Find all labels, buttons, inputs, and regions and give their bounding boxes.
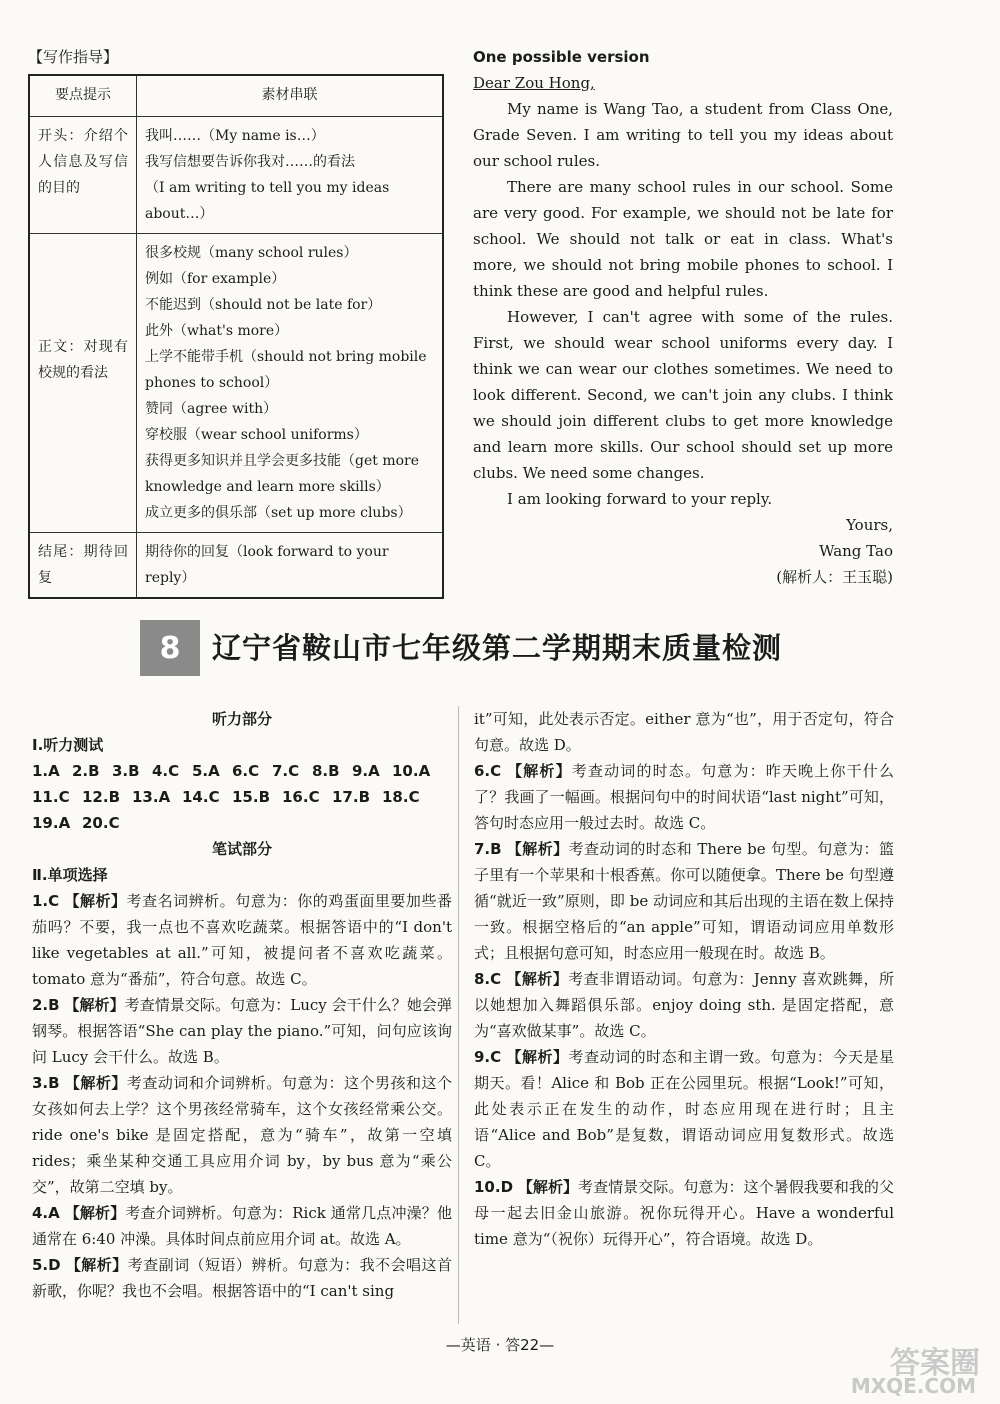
- writing-guide-table: [28, 74, 444, 599]
- row-material: [137, 117, 444, 234]
- item-number: 9.C: [474, 1048, 502, 1066]
- item-number: 8.C: [474, 970, 502, 988]
- material-line: 期待你的回复（look forward to your reply）: [145, 544, 389, 586]
- page-footer: —英语 · 答22—: [445, 1336, 555, 1354]
- answer-item: [32, 1252, 452, 1304]
- item-text: 考查动词的时态和 There be 句型。句意为：篮子里有一个苹果和十根香蕉。你可以随便拿。There be 句型遵循“就近一致”原则，即 be 动词应和其后出现的主语在数上保持一致。根据空格后的“an apple”可知，谓语动词应用单数形式；且根据句意可知，时态应用一般现在时。故选 B。: [474, 840, 894, 962]
- item-tag: 【解析】: [64, 892, 127, 910]
- item-tag: 【解析】: [64, 996, 125, 1014]
- watermark-logo: 答案圈: [890, 1346, 980, 1381]
- material-line: 我叫……（My name is…）: [145, 128, 325, 144]
- table-row: [29, 533, 443, 599]
- answer: 12.B: [82, 788, 121, 806]
- answer: 16.C: [282, 788, 320, 806]
- item-text: 考查动词和介词辨析。句意为：这个男孩和这个女孩如何去上学？这个男孩经常骑车，这个女孩经常乘公交。ride one's bike 是固定搭配，意为“骑车”，故第一空填 rides；乘坐某种交通工具应用介词 by，by bus 意为“乘公交”，故第二空填 by。: [32, 1074, 452, 1196]
- left-column: [32, 706, 452, 1304]
- item-number: 7.B: [474, 840, 502, 858]
- sample-letter: [473, 44, 893, 590]
- listening-heading: 听力部分: [211, 710, 272, 728]
- letter-greeting: Dear Zou Hong,: [473, 74, 595, 92]
- table-row: [29, 234, 443, 533]
- row-key: 结尾：期待回复: [29, 533, 137, 599]
- material-line: 我写信想要告诉你我对……的看法: [145, 154, 355, 170]
- answer-item: [32, 992, 452, 1070]
- analyst-note: (解析人：王玉聪): [776, 568, 893, 586]
- material-line: 赞同（agree with）: [145, 401, 278, 417]
- answer: 10.A: [392, 762, 431, 780]
- section-title: 辽宁省鞍山市七年级第二学期期末质量检测: [212, 631, 783, 665]
- letter-signature: Wang Tao: [819, 542, 893, 560]
- answer: 18.C: [382, 788, 420, 806]
- written-subheading: Ⅱ.单项选择: [32, 866, 108, 884]
- item-text: 考查情景交际。句意为：Lucy 会干什么？她会弹钢琴。根据答语“She can play the piano.”可知，问句应该询问 Lucy 会干什么。故选 B。: [32, 996, 452, 1066]
- answer-item: [474, 1174, 894, 1252]
- item-tag: 【解析】: [517, 1178, 579, 1196]
- item-tag: 【解析】: [64, 1074, 127, 1092]
- answer: 14.C: [182, 788, 220, 806]
- item-text: 考查情景交际。句意为：这个暑假我要和我的父母一起去旧金山旅游。祝你玩得开心。Have a wonderful time 意为“（祝你）玩得开心”，符合语境。故选 D。: [474, 1178, 894, 1248]
- letter-paragraph: I am looking forward to your reply.: [507, 490, 773, 508]
- section-banner: [140, 620, 800, 676]
- material-line: 不能迟到（should not be late for）: [145, 297, 382, 313]
- written-heading: 笔试部分: [211, 840, 272, 858]
- item-number: 2.B: [32, 996, 60, 1014]
- letter-paragraph: My name is Wang Tao, a student from Class One, Grade Seven. I am writing to tell you my ideas about our school rules.: [473, 100, 893, 170]
- item-number: 10.D: [474, 1178, 514, 1196]
- answer-item: [32, 888, 452, 992]
- row-key: 开头：介绍个人信息及写信的目的: [29, 117, 137, 234]
- item-tag: 【解析】: [506, 970, 569, 988]
- answer-item: [474, 966, 894, 1044]
- item-number: 1.C: [32, 892, 60, 910]
- letter-closing: Yours,: [846, 516, 893, 534]
- answer-item: [474, 836, 894, 966]
- right-column: [474, 706, 894, 1252]
- item-tag: 【解析】: [506, 840, 569, 858]
- item-text: 考查副词（短语）辨析。句意为：我不会唱这首新歌，你呢？我也不会唱。根据答语中的“I can't sing: [32, 1256, 452, 1300]
- answer: 5.A: [192, 762, 220, 780]
- answer: 4.C: [152, 762, 180, 780]
- item-tag: 【解析】: [64, 1204, 126, 1222]
- material-line: 此外（what's more）: [145, 323, 289, 339]
- material-line: 穿校服（wear school uniforms）: [145, 427, 368, 443]
- item-tag: 【解析】: [65, 1256, 128, 1274]
- material-line: 获得更多知识并且学会更多技能（get more knowledge and learn more skills）: [145, 453, 420, 495]
- row-material: [137, 234, 444, 533]
- answer-row: [32, 784, 452, 810]
- letter-paragraph: There are many school rules in our school. Some are very good. For example, we should not be late for school. We should not talk or eat in class. What's more, we should not bring mobile phones to school. I think these are good and helpful rules.: [473, 178, 893, 300]
- item-tag: 【解析】: [506, 1048, 569, 1066]
- answer: 3.B: [112, 762, 140, 780]
- answer: 8.B: [312, 762, 340, 780]
- answer: 13.A: [132, 788, 171, 806]
- answer-item: [474, 706, 894, 758]
- item-text: 考查动词的时态。句意为：昨天晚上你干什么了？我画了一幅画。根据问句中的时间状语“last night”可知，答句时态应用一般过去时。故选 C。: [474, 762, 894, 832]
- item-text: 考查动词的时态和主谓一致。句意为：今天是星期天。看！Alice 和 Bob 正在公园里玩。根据“Look!”可知，此处表示正在发生的动作，时态应用现在进行时；且主语“Alice and Bob”是复数，谓语动词应用复数形式。故选 C。: [474, 1048, 894, 1170]
- item-number: 4.A: [32, 1204, 60, 1222]
- answer: 20.C: [82, 814, 120, 832]
- guide-tag: 【写作指导】: [28, 48, 119, 66]
- material-line: 很多校规（many school rules）: [145, 245, 358, 261]
- item-text: it”可知，此处表示否定。either 意为“也”，用于否定句，符合句意。故选 D。: [474, 710, 894, 754]
- letter-heading: One possible version: [473, 48, 650, 66]
- section-number: 8: [140, 620, 200, 676]
- answer: 2.B: [72, 762, 100, 780]
- answer-row: [32, 810, 452, 836]
- header-key: 要点提示: [29, 75, 137, 117]
- answer: 1.A: [32, 762, 60, 780]
- watermark-url: MXQE.COM: [850, 1374, 976, 1398]
- item-number: 5.D: [32, 1256, 61, 1274]
- answer: 6.C: [232, 762, 260, 780]
- answer-item: [474, 1044, 894, 1174]
- item-number: 6.C: [474, 762, 502, 780]
- answer-item: [32, 1200, 452, 1252]
- material-line: （I am writing to tell you my ideas about…）: [145, 180, 390, 222]
- answer: 9.A: [352, 762, 380, 780]
- table-row: [29, 117, 443, 234]
- row-material: [137, 533, 444, 599]
- item-text: 考查非谓语动词。句意为：Jenny 喜欢跳舞，所以她想加入舞蹈俱乐部。enjoy doing sth. 是固定搭配，意为“喜欢做某事”。故选 C。: [474, 970, 894, 1040]
- answer: 19.A: [32, 814, 71, 832]
- answer-item: [474, 758, 894, 836]
- item-number: 3.B: [32, 1074, 60, 1092]
- item-text: 考查介词辨析。句意为：Rick 通常几点冲澡？他通常在 6:40 冲澡。具体时间点前应用介词 at。故选 A。: [32, 1204, 452, 1248]
- answer-item: [32, 1070, 452, 1200]
- answer: 17.B: [332, 788, 371, 806]
- header-material: 素材串联: [137, 75, 444, 117]
- material-line: 上学不能带手机（should not bring mobile phones to school）: [145, 349, 427, 391]
- material-line: 成立更多的俱乐部（set up more clubs）: [145, 505, 412, 521]
- answer: 15.B: [232, 788, 271, 806]
- answer: 7.C: [272, 762, 300, 780]
- item-text: 考查名词辨析。句意为：你的鸡蛋面里要加些番茄吗？不要，我一点也不喜欢吃蔬菜。根据答语中的“I don't like vegetables at all.”可知，被提问者不喜欢吃蔬菜。tomato 意为“番茄”，符合句意。故选 C。: [32, 892, 452, 988]
- answer-row: [32, 758, 452, 784]
- row-key: 正文：对现有校规的看法: [29, 234, 137, 533]
- listening-subheading: Ⅰ.听力测试: [32, 736, 104, 754]
- item-tag: 【解析】: [507, 762, 572, 780]
- letter-paragraph: However, I can't agree with some of the rules. First, we should wear school uniforms every day. I think we can wear our clothes sometimes. We need to look different. Second, we can't join any clubs. I think we should join different clubs to get more knowledge and learn more skills. Our school should set up more clubs. We need some changes.: [473, 308, 893, 482]
- column-divider: [458, 706, 459, 1324]
- material-line: 例如（for example）: [145, 271, 286, 287]
- answer: 11.C: [32, 788, 70, 806]
